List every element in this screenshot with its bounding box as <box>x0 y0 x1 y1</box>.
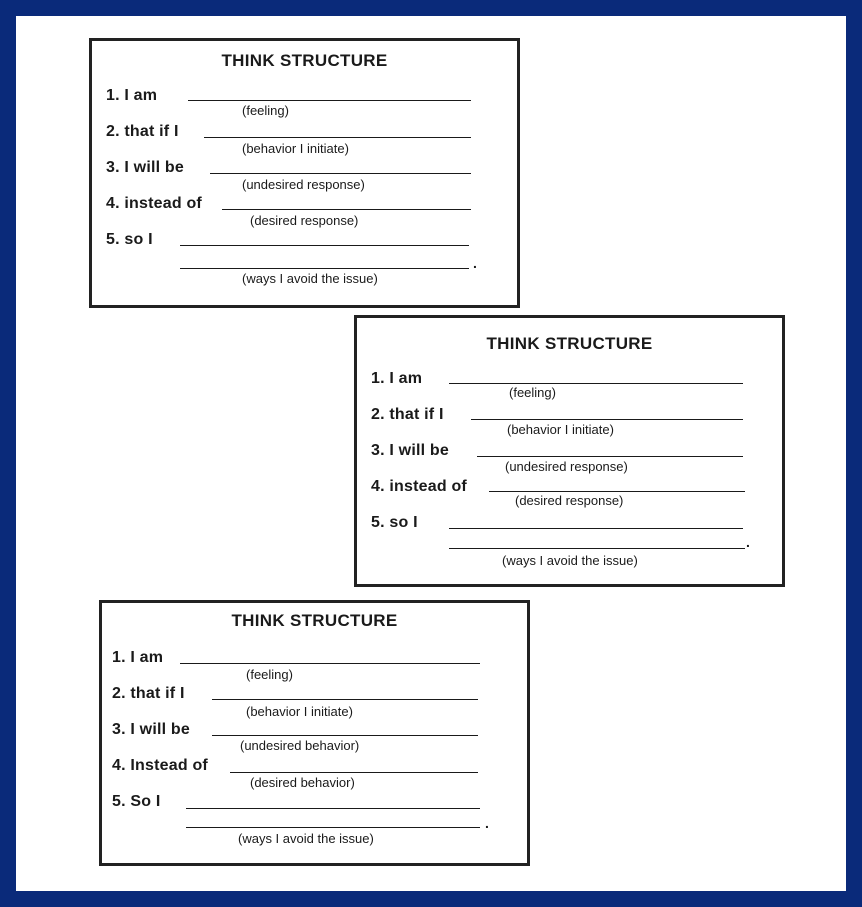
card-title: THINK STRUCTURE <box>486 334 653 353</box>
item-3-caption: (undesired response) <box>505 459 628 474</box>
item-4-label: 4. instead of <box>106 195 202 212</box>
item-1-caption: (feeling) <box>246 667 293 682</box>
item-2-caption: (behavior I initiate) <box>242 141 349 156</box>
item-4-caption: (desired behavior) <box>250 775 355 790</box>
item-1-caption: (feeling) <box>242 103 289 118</box>
think-structure-card-3 <box>99 600 530 866</box>
item-4-blank[interactable] <box>230 772 478 773</box>
item-1-blank[interactable] <box>449 383 743 384</box>
item-3-blank[interactable] <box>210 173 471 174</box>
item-5-end-mark: . <box>473 255 477 271</box>
item-3-caption: (undesired behavior) <box>240 738 360 753</box>
item-4-caption: (desired response) <box>515 493 624 508</box>
item-2-blank[interactable] <box>204 137 471 138</box>
item-2-caption: (behavior I initiate) <box>507 422 614 437</box>
item-4-label: 4. Instead of <box>112 757 208 774</box>
item-5-end-mark: . <box>746 534 750 550</box>
item-5-label: 5. so I <box>106 231 153 248</box>
item-3-blank[interactable] <box>212 735 478 736</box>
item-2-label: 2. that if I <box>112 685 185 702</box>
item-4-blank[interactable] <box>222 209 471 210</box>
item-3-label: 3. I will be <box>371 442 449 459</box>
item-1-caption: (feeling) <box>509 385 556 400</box>
item-2-label: 2. that if I <box>106 123 179 140</box>
card-title: THINK STRUCTURE <box>221 51 388 70</box>
item-5-blank[interactable] <box>449 528 743 529</box>
item-5-label: 5. So I <box>112 793 161 810</box>
item-1-label: 1. I am <box>112 649 164 666</box>
think-structure-card-1 <box>89 38 520 308</box>
card-title: THINK STRUCTURE <box>231 611 398 630</box>
item-5-blank-2[interactable] <box>180 268 469 269</box>
item-3-label: 3. I will be <box>112 721 190 738</box>
item-3-blank[interactable] <box>477 456 743 457</box>
item-2-blank[interactable] <box>471 419 743 420</box>
item-5-caption: (ways I avoid the issue) <box>238 831 374 846</box>
item-1-blank[interactable] <box>188 100 471 101</box>
item-4-blank[interactable] <box>489 491 745 492</box>
item-4-caption: (desired response) <box>250 213 359 228</box>
item-5-blank-2[interactable] <box>449 548 745 549</box>
item-5-caption: (ways I avoid the issue) <box>502 553 638 568</box>
item-5-blank[interactable] <box>186 808 480 809</box>
item-5-blank-2[interactable] <box>186 827 480 828</box>
item-5-blank[interactable] <box>180 245 469 246</box>
think-structure-card-2 <box>354 315 785 587</box>
item-1-label: 1. I am <box>371 370 423 387</box>
item-2-label: 2. that if I <box>371 406 444 423</box>
item-2-blank[interactable] <box>212 699 478 700</box>
item-1-blank[interactable] <box>180 663 480 664</box>
item-5-label: 5. so I <box>371 514 418 531</box>
item-5-caption: (ways I avoid the issue) <box>242 271 378 286</box>
item-3-caption: (undesired response) <box>242 177 365 192</box>
item-5-end-mark: . <box>485 815 489 831</box>
item-1-label: 1. I am <box>106 87 158 104</box>
item-3-label: 3. I will be <box>106 159 184 176</box>
item-2-caption: (behavior I initiate) <box>246 704 353 719</box>
scanned-page <box>16 16 846 891</box>
item-4-label: 4. instead of <box>371 478 467 495</box>
